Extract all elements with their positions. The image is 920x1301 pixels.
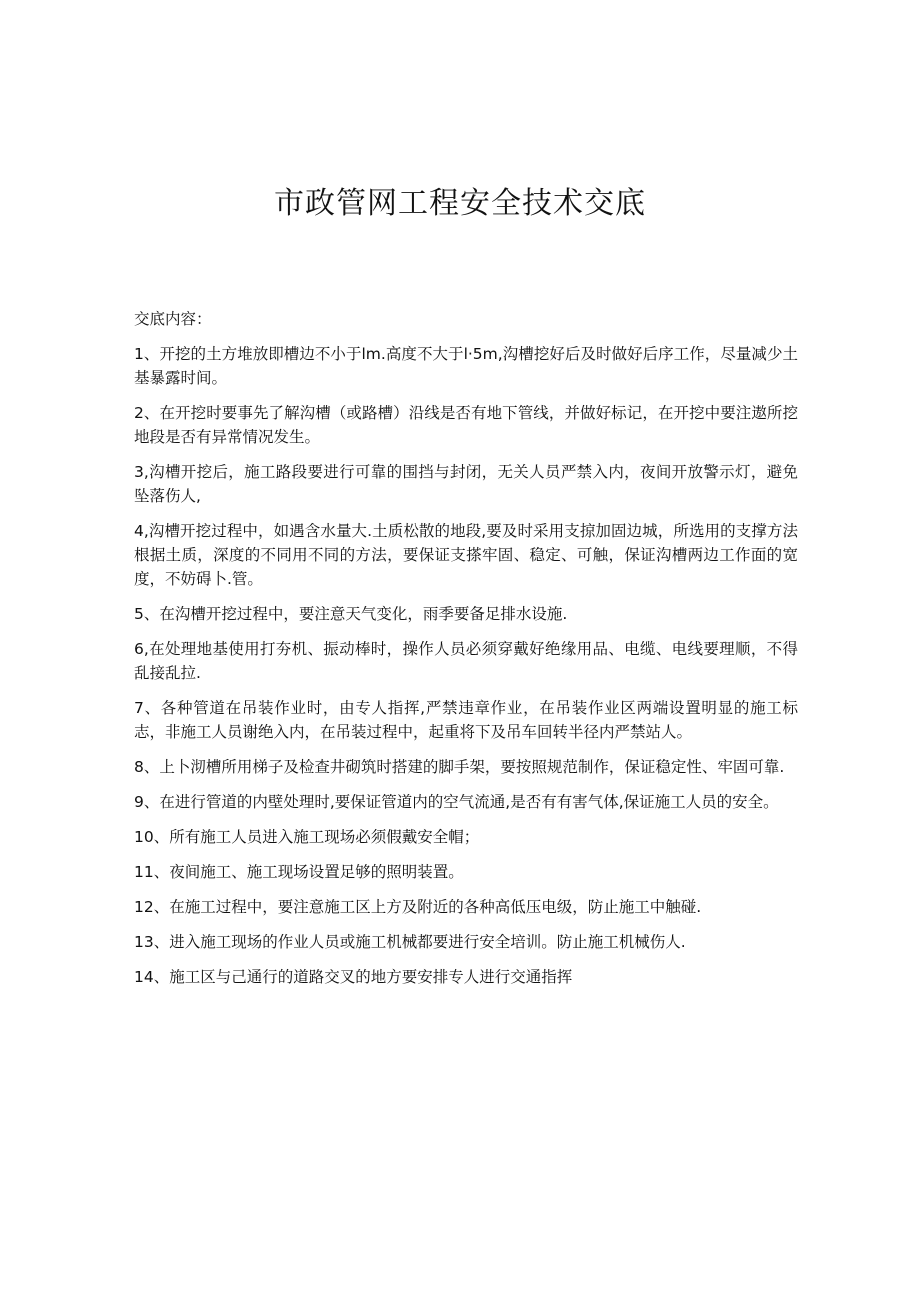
document-body	[134, 307, 798, 1000]
intro-label: 交底内容：	[134, 310, 212, 328]
list-item: 1、开挖的土方堆放即槽边不小于lm.高度不大于l·5m,沟槽挖好后及时做好后序工作，尽量减少土基暴露时间。	[134, 345, 798, 387]
list-item: 7、各种管道在吊装作业时，由专人指挥,严禁违章作业，在吊装作业区两端设置明显的施工标志，非施工人员谢绝入内，在吊装过程中，起重将下及吊车回转半径内严禁站人。	[134, 699, 798, 741]
list-item: 14、施工区与己通行的道路交叉的地方要安排专人进行交通指挥	[134, 968, 573, 986]
list-item: 12、在施工过程中，要注意施工区上方及附近的各种高低压电级，防止施工中触碰.	[134, 898, 702, 916]
list-item: 13、进入施工现场的作业人员或施工机械都要进行安全培训。防止施工机械伤人.	[134, 933, 686, 951]
list-item: 5、在沟槽开挖过程中，要注意天气变化，雨季要备足排水设施.	[134, 605, 568, 623]
list-item: 10、所有施工人员进入施工现场必须假戴安全帽；	[134, 828, 480, 846]
list-item: 2、在开挖时要事先了解沟槽（或路槽）沿线是否有地下管线，并做好标记，在开挖中要注遨所挖地段是否有异常情况发生。	[134, 404, 798, 446]
list-item: 6,在处理地基使用打夯机、振动棒时，操作人员必须穿戴好绝缘用品、电缆、电线要理顺，不得乱接乱拉.	[134, 640, 798, 682]
list-item: 9、在进行管道的内壁处理时,要保证管道内的空气流通,是否有有害气体,保证施工人员的安全。	[134, 793, 779, 811]
list-item: 8、上卜沏槽所用梯子及检查井砌筑时搭建的脚手架，要按照规范制作，保证稳定性、牢固可靠.	[134, 758, 785, 776]
page-title: 市政管网工程安全技术交底	[274, 186, 646, 221]
list-item: 4,沟槽开挖过程中，如遇含水量大.土质松散的地段,要及时采用支掠加固边城，所选用的支撑方法根据土质，深度的不同用不同的方法，要保证支搽牢固、稳定、可触，保证沟槽两边工作面的宽度，不妨碍卜.管。	[134, 522, 798, 588]
list-item: 3,沟槽开挖后，施工路段要进行可靠的围挡与封闭，无关人员严禁入内，夜间开放警示灯，避免坠落伤人,	[134, 463, 798, 505]
list-item: 11、夜间施工、施工现场设置足够的照明装置。	[134, 863, 464, 881]
